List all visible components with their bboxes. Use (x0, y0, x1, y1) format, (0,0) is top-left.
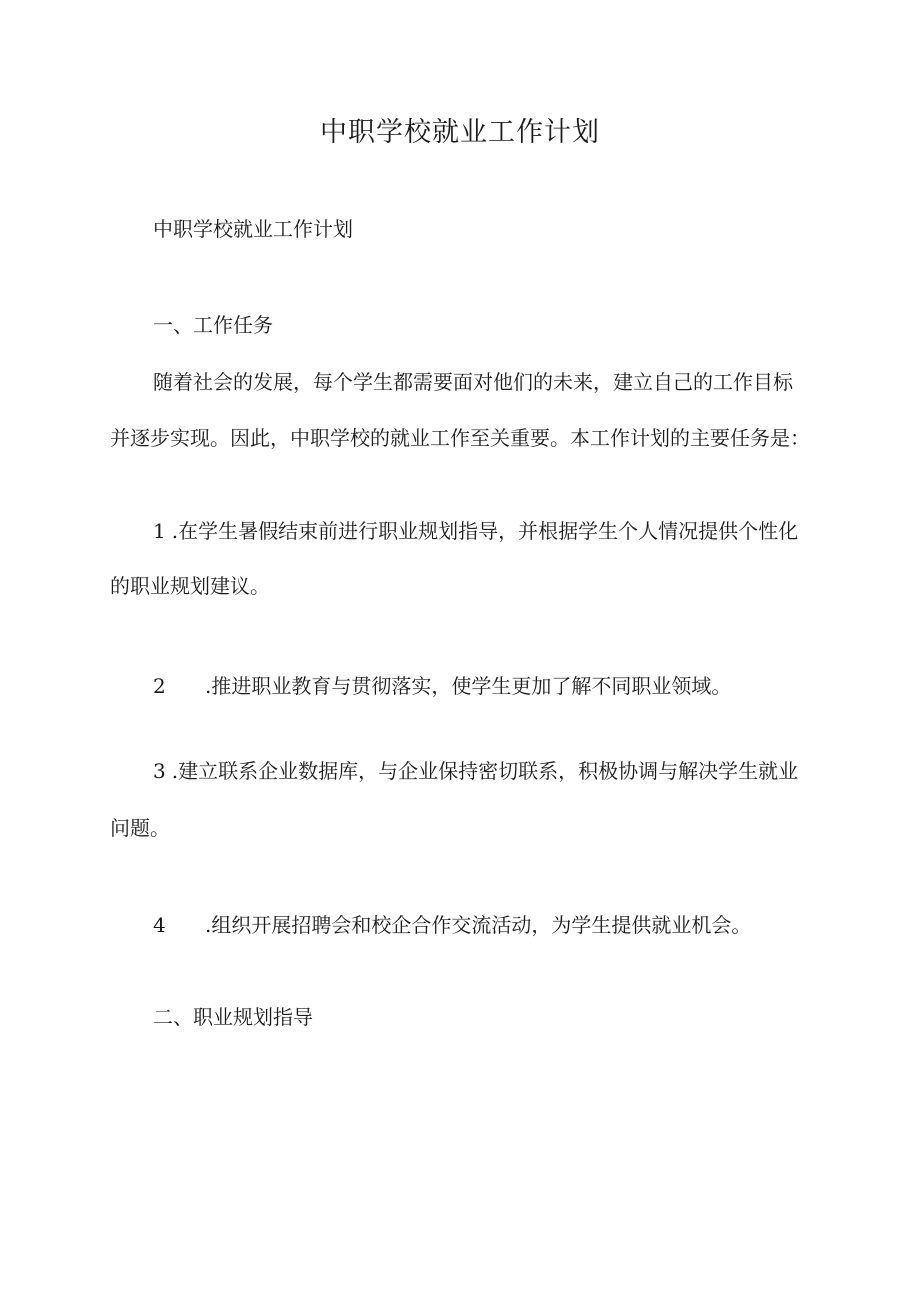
document-title: 中职学校就业工作计划 (320, 117, 600, 148)
list-item-continuation: 的职业规划建议。 (110, 574, 270, 598)
document-subtitle: 中职学校就业工作计划 (153, 217, 353, 241)
list-item-continuation: 问题。 (110, 816, 170, 840)
section-heading-tasks: 一、工作任务 (153, 313, 273, 337)
list-item-text: .在学生暑假结束前进行职业规划指导，并根据学生个人情况提供个性化 (171, 519, 799, 543)
list-item-text: .组织开展招聘会和校企合作交流活动，为学生提供就业机会。 (205, 913, 752, 937)
list-item-number: 4 (153, 913, 166, 937)
list-item (153, 671, 731, 701)
list-item (153, 756, 798, 786)
list-item-number: 1 (153, 519, 166, 543)
list-item-text: .建立联系企业数据库，与企业保持密切联系，积极协调与解决学生就业 (171, 759, 799, 783)
list-item-number: 2 (153, 674, 166, 698)
intro-paragraph-line-1: 随着社会的发展，每个学生都需要面对他们的未来，建立自己的工作目标 (153, 370, 793, 394)
list-item (153, 910, 751, 940)
list-item-number: 3 (153, 759, 166, 783)
section-heading-career-guidance: 二、职业规划指导 (153, 1005, 313, 1029)
list-item (153, 516, 798, 546)
list-item-text: .推进职业教育与贯彻落实，使学生更加了解不同职业领域。 (205, 674, 732, 698)
intro-paragraph-line-2: 并逐步实现。因此，中职学校的就业工作至关重要。本工作计划的主要任务是： (110, 426, 810, 450)
